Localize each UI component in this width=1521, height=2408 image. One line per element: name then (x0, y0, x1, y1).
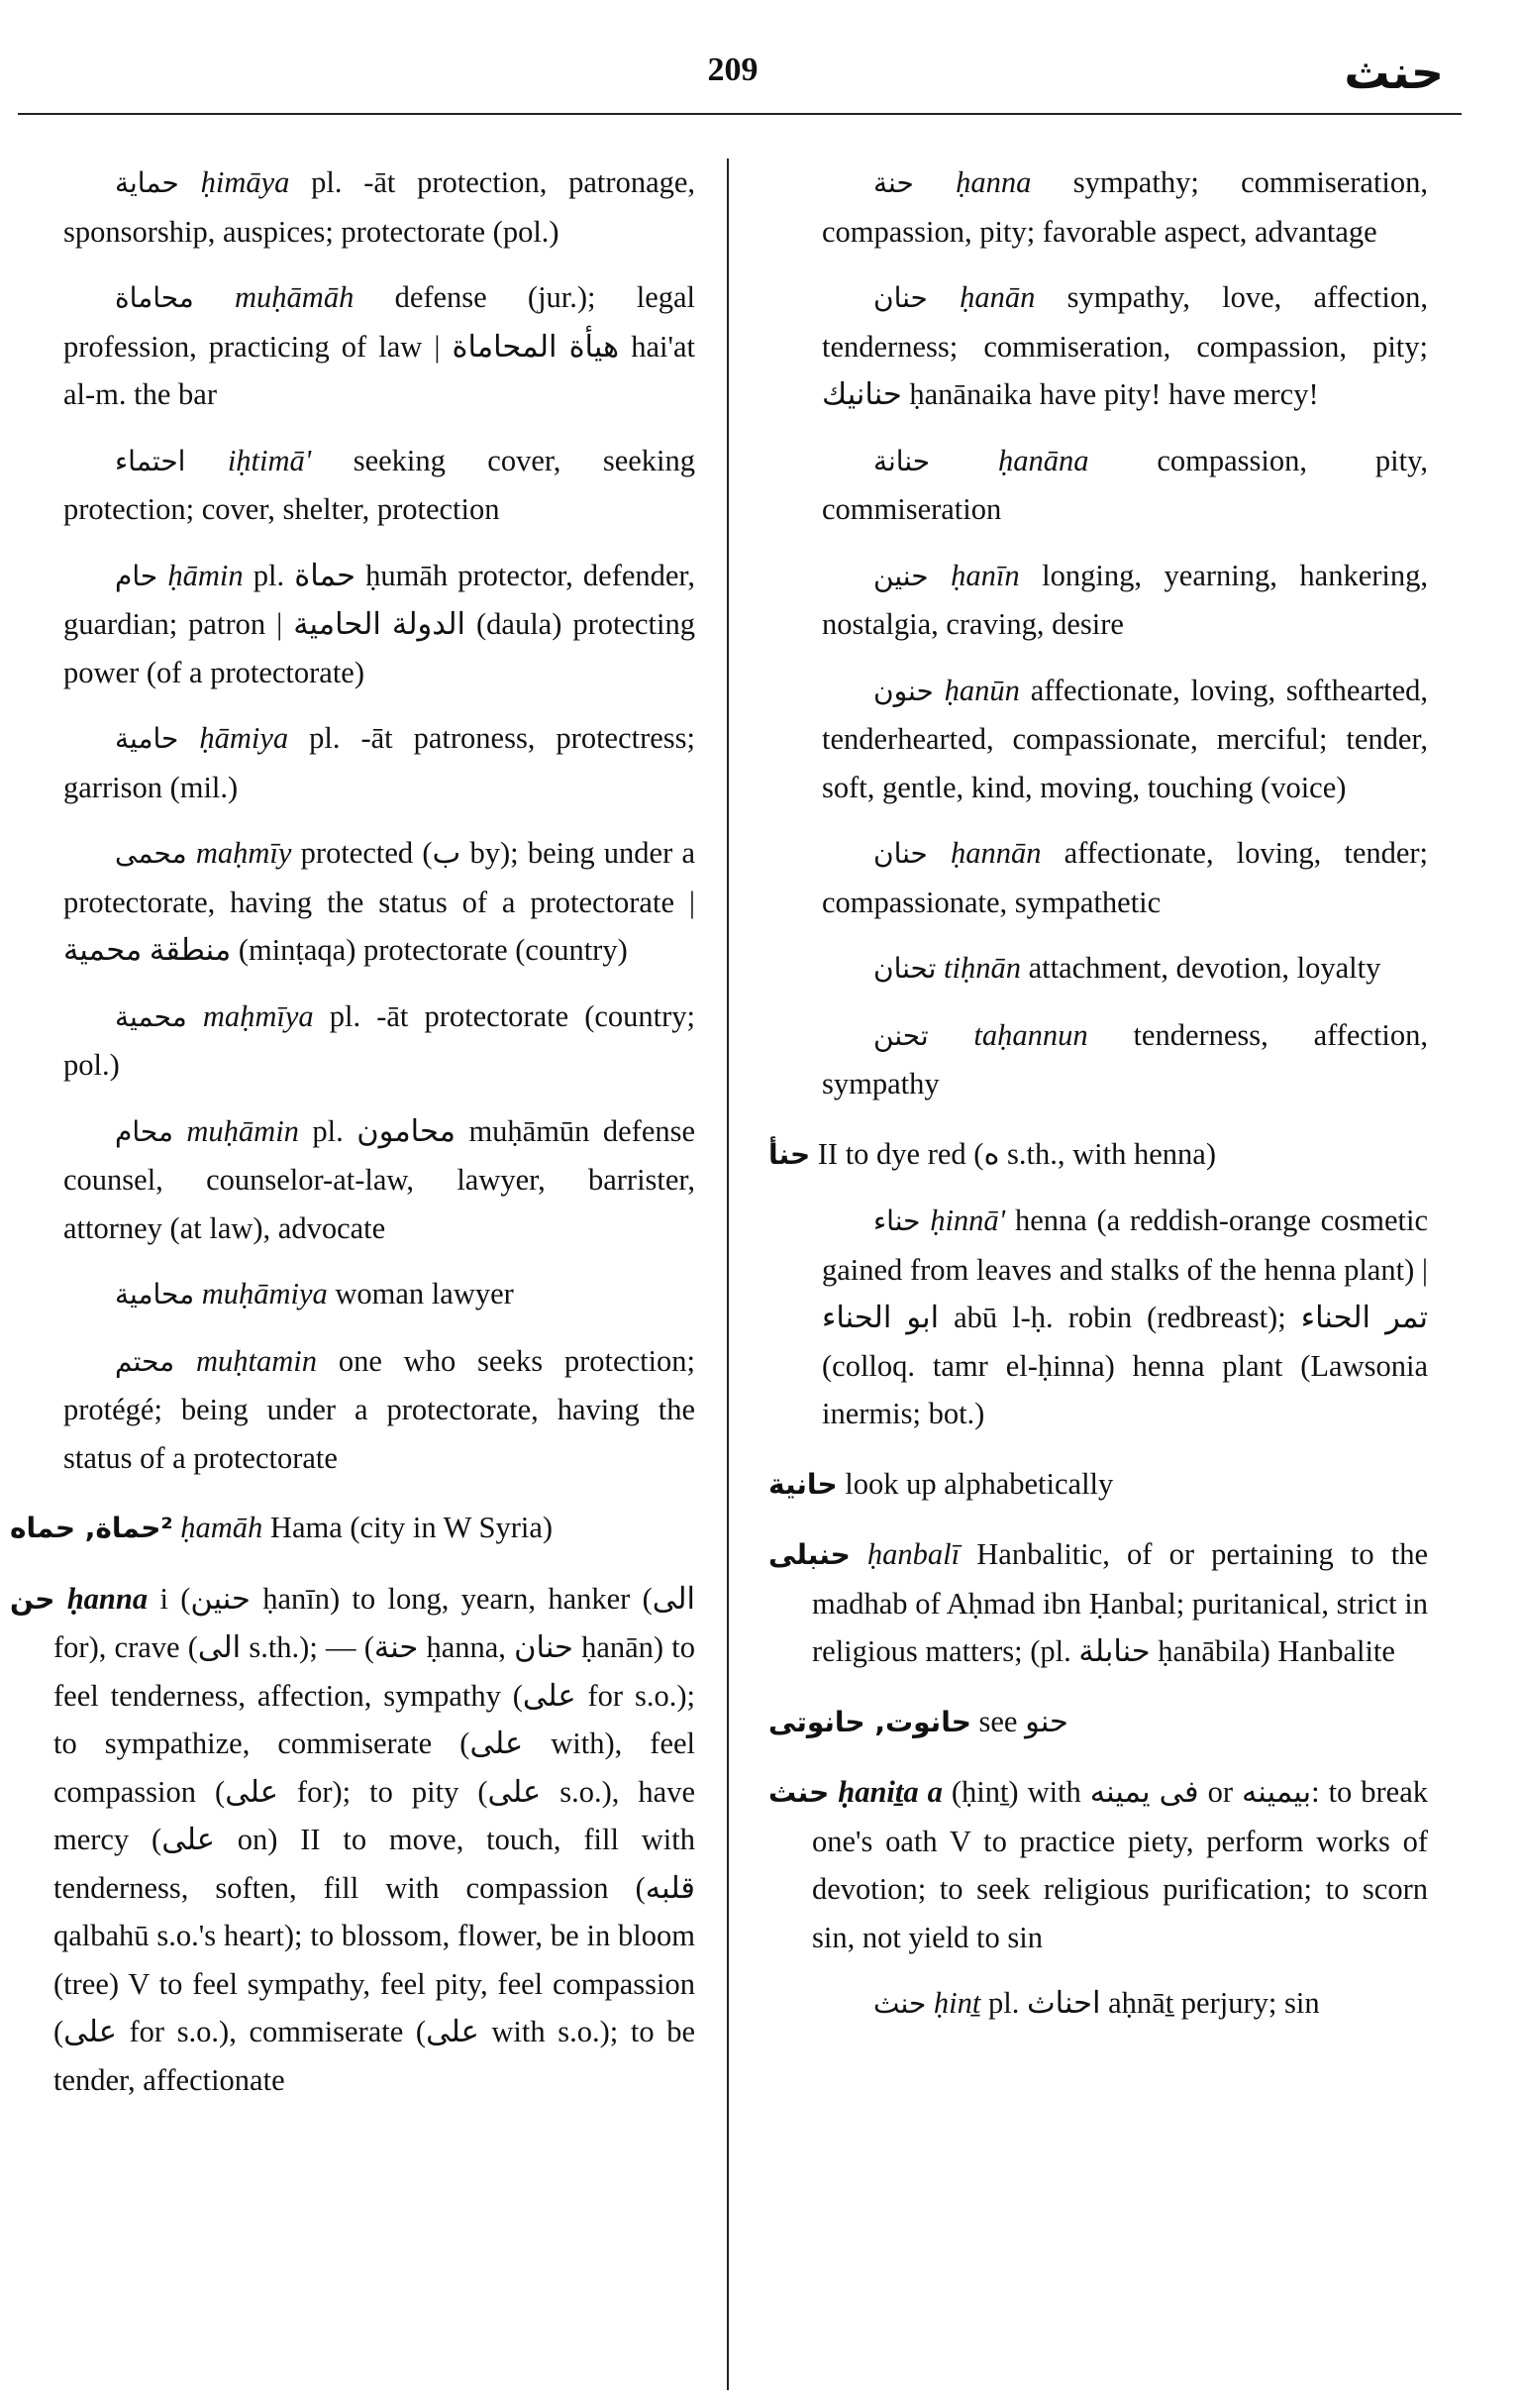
header-rule (18, 113, 1462, 115)
left-column (10, 158, 695, 2122)
dictionary-entry: محتم muḥtamin one who seeks protection; protégé; being under a protectorate, having the status of a protectorate (63, 1343, 696, 1475)
dictionary-entry: حامية ḥāmiya pl. -āt patroness, protectress; garrison (mil.) (63, 721, 696, 804)
dictionary-entry: محام muḥāmin pl. محامون muḥāmūn defense counsel, counselor-at-law, lawyer, barrister, attorney (at law), advocate (63, 1113, 696, 1245)
dictionary-entry: حنة ḥanna sympathy; commiseration, compassion, pity; favorable aspect, advantage (822, 165, 1429, 249)
dictionary-entry: حنان ḥanān sympathy, love, affection, tenderness; commiseration, compassion, pity; حنانيك ḥanānaika have pity! have mercy! (822, 280, 1428, 411)
root-entry: حنث ḥaniṯa a (ḥinṯ) with فى يمينه or بيمينه: to break one's oath V to practice piety, perform works of devotion; to seek religious purification; to scorn sin, not yield to sin (768, 1775, 1429, 1954)
dictionary-entry: حماية ḥimāya pl. -āt protection, patronage, sponsorship, auspices; protectorate (pol.) (63, 165, 696, 249)
dictionary-entry: حنث ḥinṯ pl. احناث aḥnāṯ perjury; sin (873, 1986, 1320, 2020)
dictionary-entry: تحنان tiḥnān attachment, devotion, loyalty (873, 951, 1381, 985)
dictionary-entry: حنان ḥannān affectionate, loving, tender; compassionate, sympathetic (822, 836, 1429, 919)
root-entry: حنبلى ḥanbalī Hanbalitic, of or pertaining to the madhab of Aḥmad ibn Ḥanbal; puritanical, strict in religious matters; (pl. حنابلة ḥanābila) Hanbalite (768, 1537, 1428, 1668)
page-number: 209 (707, 52, 759, 88)
root-entry: حن ḥanna i (حنين ḥanīn) to long, yearn, hanker (الى for), crave (الى s.th.); — (حنة ḥanna, حنان ḥanān) to feel tenderness, affection, sympathy (على for s.o.); to sympathize, commiserate (على with), feel compassion (على for); to pity (على s.o.), have mercy (على on) II to move, touch, fill with tenderness, soften, fill with compassion (قلبه qalbahū s.o.'s heart); to blossom, flower, be in bloom (tree) V to feel sympathy, feel pity, feel compassion (على for s.o.), commiserate (على with s.o.); to be tender, affectionate (10, 1581, 695, 2097)
right-column (768, 158, 1428, 2046)
dictionary-entry: محامية muḥāmiya woman lawyer (115, 1277, 514, 1310)
dictionary-entry: محمية maḥmīya pl. -āt protectorate (country; pol.) (63, 998, 696, 1082)
dictionary-entry: حنانة ḥanāna compassion, pity, commiseration (822, 443, 1428, 526)
dictionary-entry: حام ḥāmin pl. حماة ḥumāh protector, defender, guardian; patron | الدولة الحامية (daula) protecting power (of a protectorate) (63, 558, 696, 689)
column-divider (727, 158, 729, 2390)
root-entry: حانية look up alphabetically (768, 1466, 1114, 1501)
root-entry: ²حماة, حماه ḥamāh Hama (city in W Syria) (10, 1511, 554, 1544)
dictionary-entry: محاماة muḥāmāh defense (jur.); legal profession, practicing of law | هيأة المحاماة hai'at al-m. the bar (63, 280, 696, 411)
root-entry: حنأ II to dye red (ه s.th., with henna) (768, 1136, 1216, 1171)
root-entry: حانوت, حانوتى see حنو (768, 1704, 1068, 1738)
dictionary-entry: احتماء iḥtimā' seeking cover, seeking protection; cover, shelter, protection (63, 443, 695, 526)
dictionary-entry: حنون ḥanūn affectionate, loving, softhearted, tenderhearted, compassionate, merciful; tender, soft, gentle, kind, moving, touching (voice) (822, 673, 1429, 804)
dictionary-entry: حناء ḥinnā' henna (a reddish-orange cosmetic gained from leaves and stalks of the henna plant) | ابو الحناء abū l-ḥ. robin (redbreast); تمر الحناء (colloq. tamr el-ḥinna) henna plant (Lawsonia inermis; bot.) (822, 1204, 1429, 1430)
running-head: حنث (1344, 46, 1444, 99)
dictionary-entry: محمى maḥmīy protected (ب by); being under a protectorate, having the status of a protectorate | منطقة محمية (minṭaqa) protectorate (country) (63, 836, 696, 967)
dictionary-entry: تحنن taḥannun tenderness, affection, sympathy (822, 1017, 1429, 1100)
dictionary-entry: حنين ḥanīn longing, yearning, hankering, nostalgia, craving, desire (822, 558, 1428, 641)
